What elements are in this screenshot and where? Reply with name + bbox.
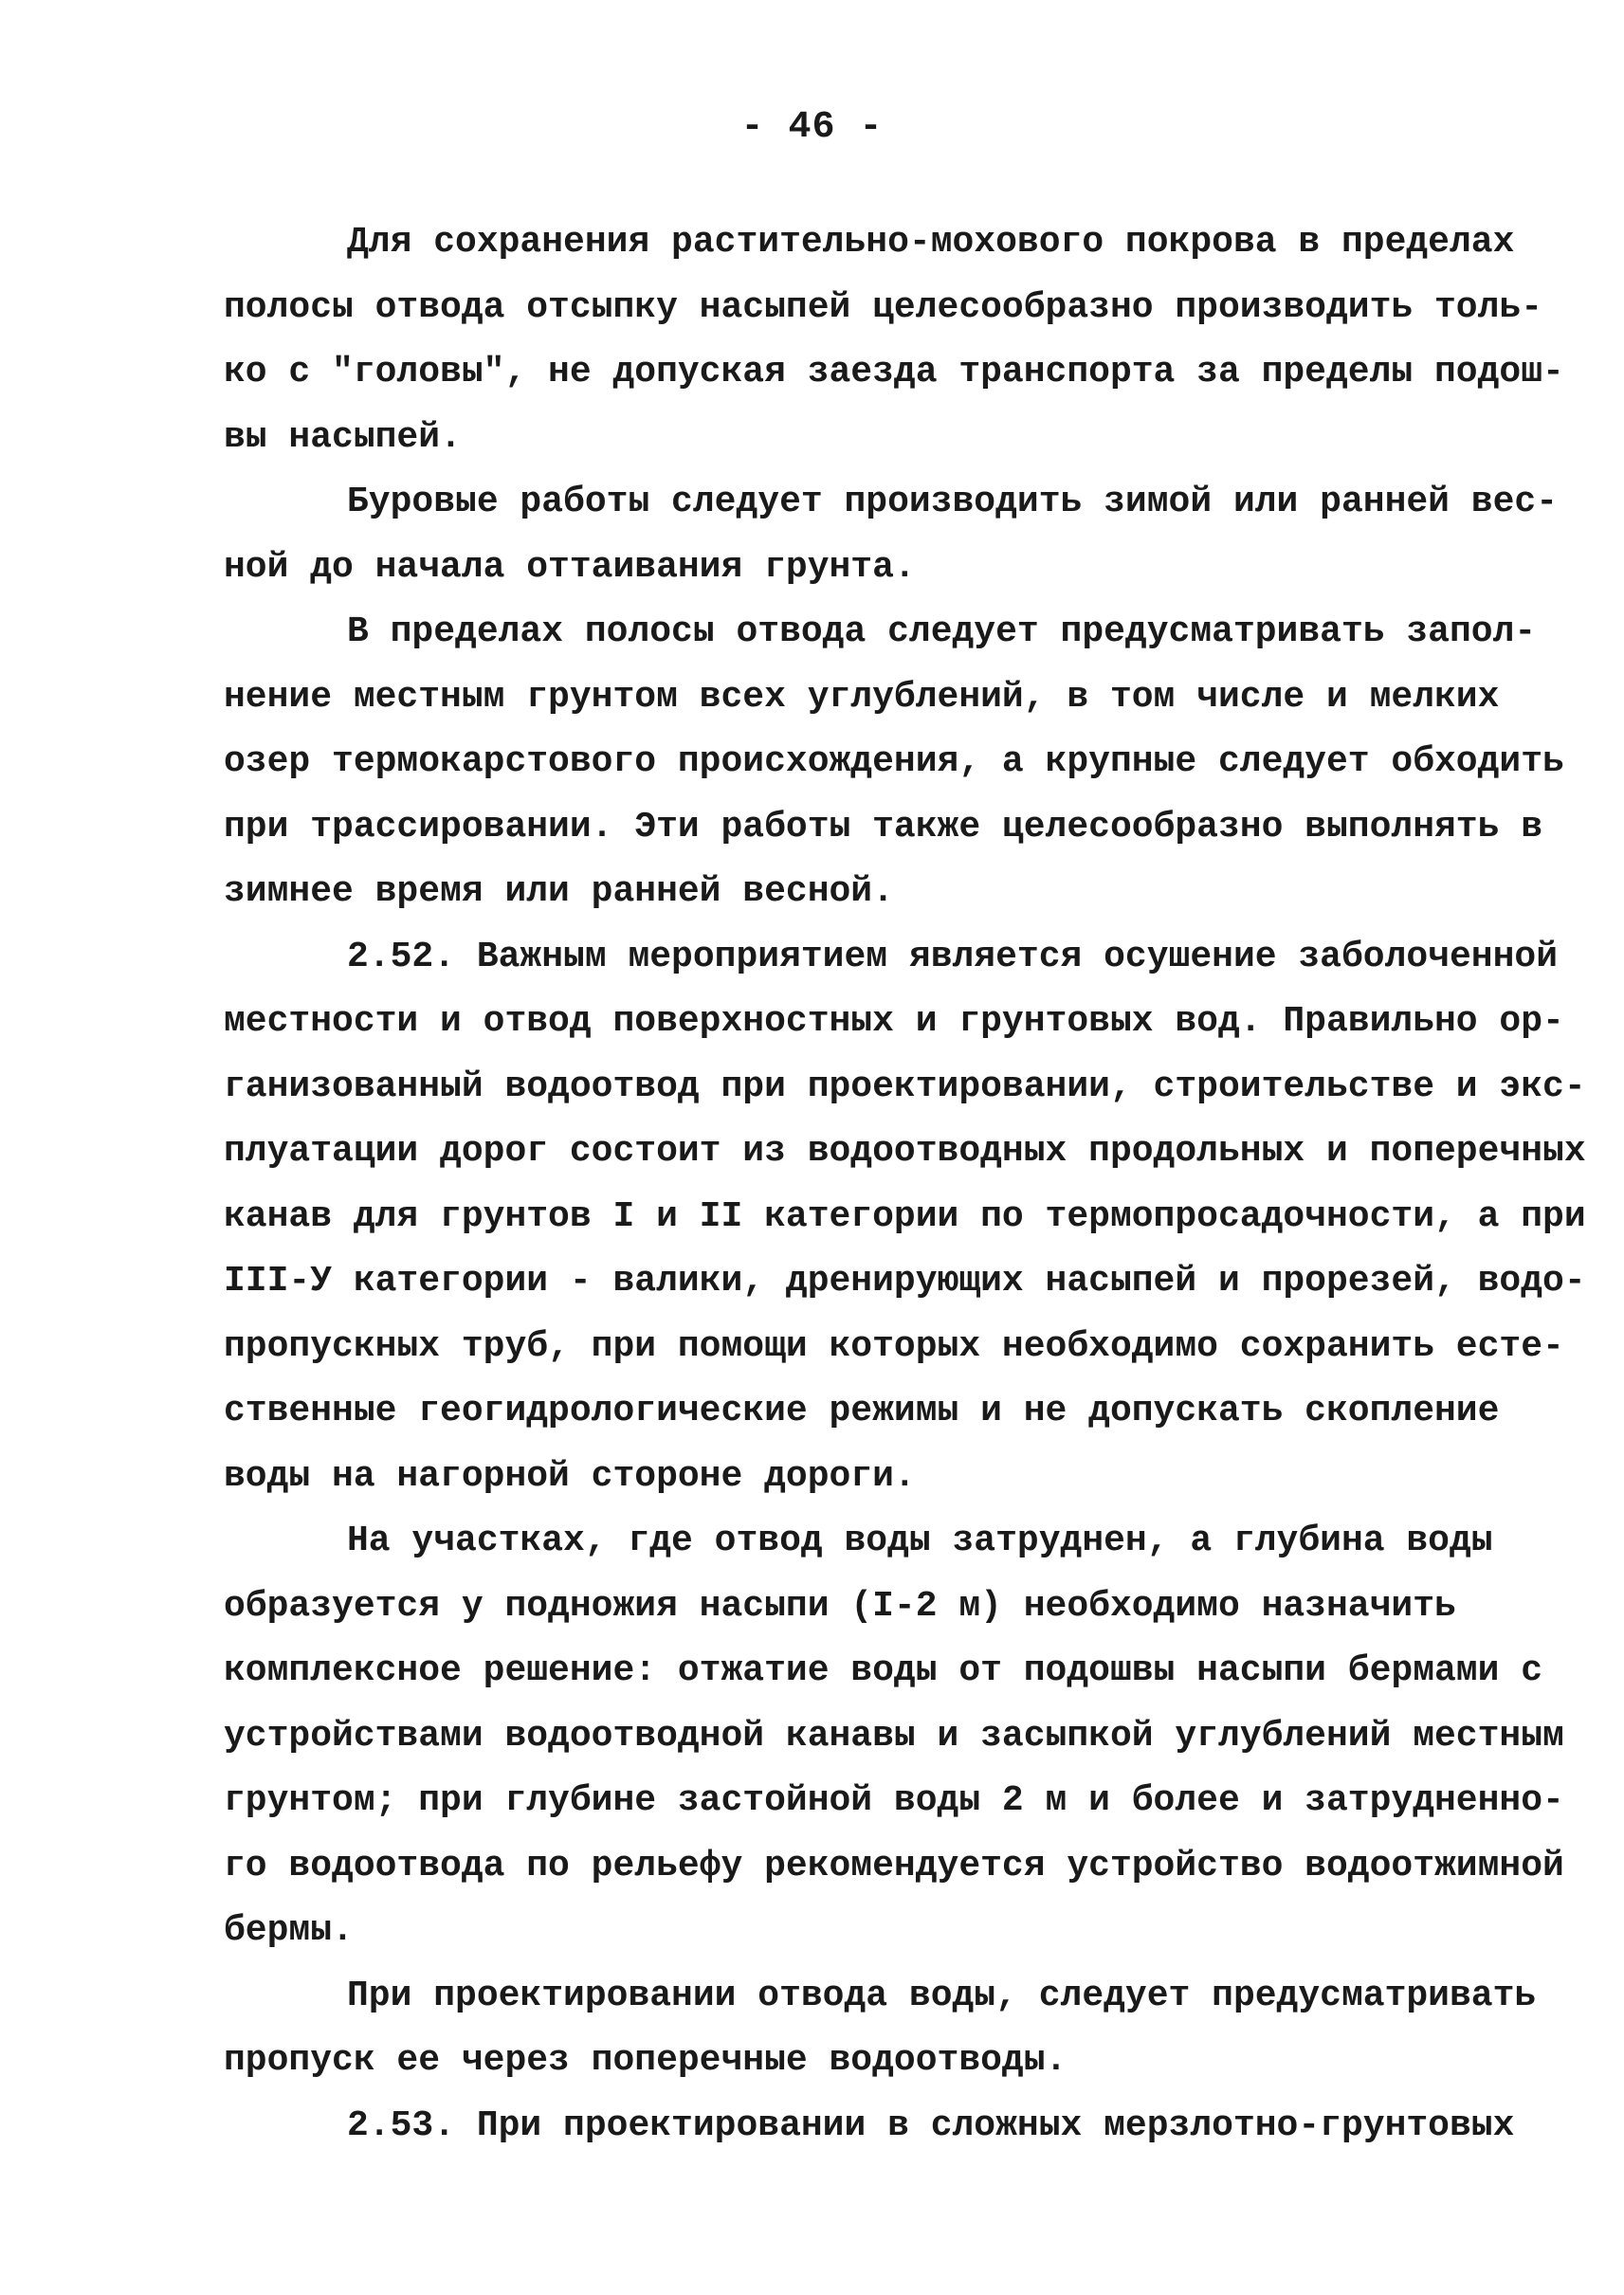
text-line: при трассировании. Эти работы также целесообразно выполнять в	[224, 806, 1543, 847]
text-line: III-У категории - валики, дренирующих насыпей и прорезей, водо-	[224, 1261, 1586, 1302]
text-line: плуатации дорог состоит из водоотводных продольных и поперечных	[224, 1131, 1586, 1172]
text-line: пропуск ее через поперечные водоотводы.	[224, 2040, 1067, 2081]
text-line: бермы.	[224, 1910, 354, 1951]
text-line: зимнее время или ранней весной.	[224, 871, 894, 912]
text-line: озер термокарстового происхождения, а крупные следует обходить	[224, 741, 1564, 782]
text-line: устройствами водоотводной канавы и засыпкой углублений местным	[224, 1715, 1564, 1757]
text-line: образуется у подножия насыпи (I-2 м) необходимо назначить	[224, 1585, 1456, 1627]
text-line: 2.52. Важным мероприятием является осушение заболоченной	[347, 936, 1559, 977]
text-line: ганизованный водоотвод при проектировании, строительстве и экс-	[224, 1066, 1586, 1107]
text-line: воды на нагорной стороне дороги.	[224, 1455, 916, 1497]
page-number: - 46 -	[740, 106, 884, 149]
text-line: На участках, где отвод воды затруднен, а глубина воды	[347, 1521, 1493, 1561]
text-line: При проектировании отвода воды, следует предусматривать	[347, 1975, 1537, 2016]
text-line: вы насыпей.	[224, 416, 462, 458]
text-line: 2.53. При проектировании в сложных мерзлотно-грунтовых	[347, 2104, 1515, 2146]
text-line: Для сохранения растительно-мохового покрова в пределах	[347, 222, 1515, 263]
text-line: Буровые работы следует производить зимой или ранней вес-	[347, 482, 1559, 522]
text-line: пропускных труб, при помощи которых необходимо сохранить есте-	[224, 1325, 1564, 1367]
body-text	[224, 210, 1586, 2158]
text-line: грунтом; при глубине застойной воды 2 м и более и затрудненно-	[224, 1780, 1564, 1821]
text-line: местности и отвод поверхностных и грунтовых вод. Правильно ор-	[224, 1001, 1564, 1042]
text-line: В пределах полосы отвода следует предусматривать запол-	[347, 611, 1537, 652]
text-line: ко с "головы", не допуская заезда транспорта за пределы подош-	[224, 352, 1564, 392]
text-line: комплексное решение: отжатие воды от подошвы насыпи бермами с	[224, 1650, 1543, 1691]
text-line: нение местным грунтом всех углублений, в том числе и мелких	[224, 676, 1500, 718]
text-line: канав для грунтов I и II категории по термопросадочности, а при	[224, 1195, 1586, 1237]
text-line: полосы отвода отсыпку насыпей целесообразно производить толь-	[224, 286, 1543, 328]
text-line: го водоотвода по рельефу рекомендуется устройство водоотжимной	[224, 1845, 1564, 1886]
text-line: ственные геогидрологические режимы и не допускать скопление	[224, 1391, 1500, 1431]
text-line: ной до начала оттаивания грунта.	[224, 546, 916, 588]
